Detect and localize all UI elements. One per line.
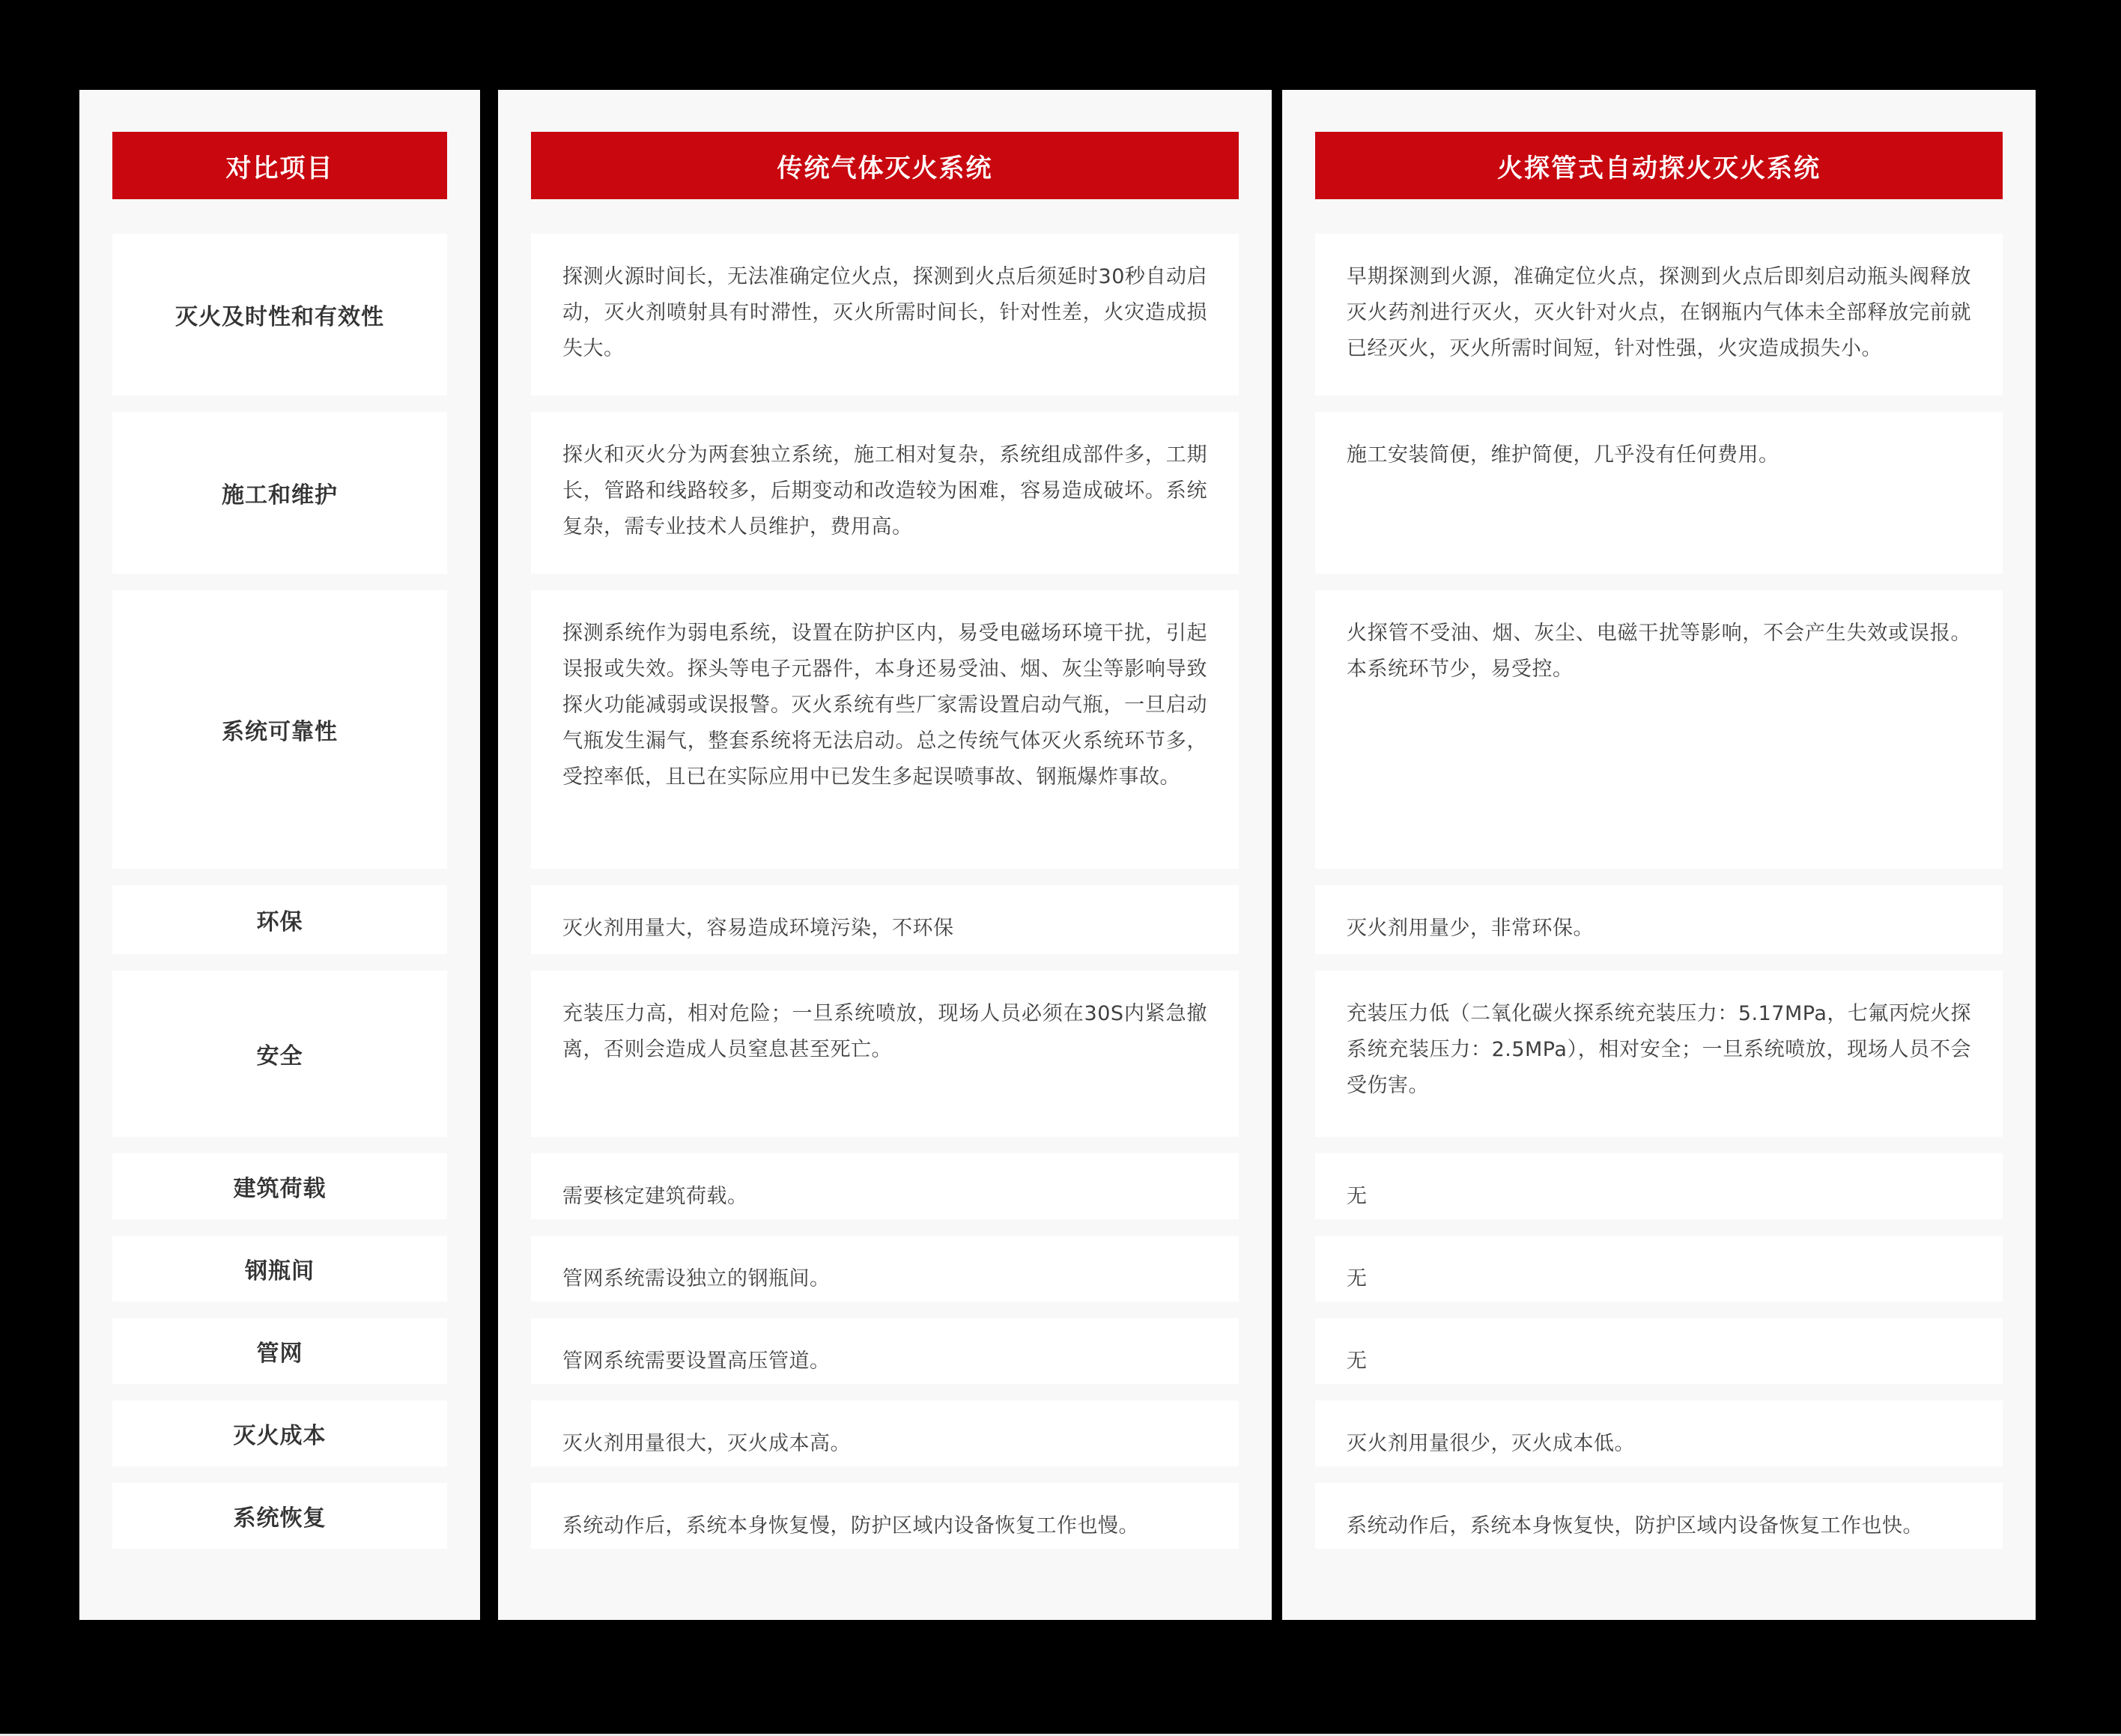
row-label-cell: 系统恢复 [112,1483,447,1549]
row-label-cell: 系统可靠性 [112,590,447,869]
column-header-items: 对比项目 [112,132,447,199]
row-content-cell: 无 [1315,1153,2003,1219]
row-content-cell: 灭火剂用量很少，灭火成本低。 [1315,1400,2003,1466]
row-content-cell: 灭火剂用量少，非常环保。 [1315,885,2003,954]
row-label-cell: 灭火成本 [112,1400,447,1466]
row-label-cell: 施工和维护 [112,412,447,574]
row-content-cell: 系统动作后，系统本身恢复慢，防护区域内设备恢复工作也慢。 [531,1483,1239,1549]
items-rows [112,234,447,1549]
row-label-cell: 管网 [112,1318,447,1384]
row-label-cell: 建筑荷载 [112,1153,447,1219]
row-content-cell: 灭火剂用量很大，灭火成本高。 [531,1400,1239,1466]
row-content-cell: 火探管不受油、烟、灰尘、电磁干扰等影响，不会产生失效或误报。本系统环节少，易受控。 [1315,590,2003,869]
traditional-system-panel [498,90,1272,1620]
row-label-cell: 环保 [112,885,447,954]
row-label-cell: 安全 [112,971,447,1137]
fire-tube-system-rows [1315,234,2003,1549]
row-content-cell: 施工安装简便，维护简便，几乎没有任何费用。 [1315,412,2003,574]
row-content-cell: 探火和灭火分为两套独立系统，施工相对复杂，系统组成部件多，工期长，管路和线路较多，后期变动和改造较为困难，容易造成破坏。系统复杂，需专业技术人员维护，费用高。 [531,412,1239,574]
row-content-cell: 无 [1315,1318,2003,1384]
fire-tube-system-panel [1282,90,2036,1620]
column-header-traditional-system: 传统气体灭火系统 [531,132,1239,199]
row-content-cell: 充装压力低（二氧化碳火探系统充装压力：5.17MPa，七氟丙烷火探系统充装压力：2.5MPa），相对安全；一旦系统喷放，现场人员不会受伤害。 [1315,971,2003,1137]
row-content-cell: 早期探测到火源，准确定位火点，探测到火点后即刻启动瓶头阀释放灭火药剂进行灭火，灭火针对火点，在钢瓶内气体未全部释放完前就已经灭火，灭火所需时间短，针对性强，火灾造成损失小。 [1315,234,2003,395]
row-content-cell: 管网系统需设独立的钢瓶间。 [531,1236,1239,1302]
row-content-cell: 充装压力高，相对危险；一旦系统喷放，现场人员必须在30S内紧急撤离，否则会造成人员窒息甚至死亡。 [531,971,1239,1137]
column-header-fire-tube-system: 火探管式自动探火灭火系统 [1315,132,2003,199]
row-content-cell: 管网系统需要设置高压管道。 [531,1318,1239,1384]
row-content-cell: 探测火源时间长，无法准确定位火点，探测到火点后须延时30秒自动启动，灭火剂喷射具有时滞性，灭火所需时间长，针对性差，火灾造成损失大。 [531,234,1239,395]
row-label-cell: 灭火及时性和有效性 [112,234,447,395]
row-content-cell: 系统动作后，系统本身恢复快，防护区域内设备恢复工作也快。 [1315,1483,2003,1549]
row-content-cell: 灭火剂用量大，容易造成环境污染，不环保 [531,885,1239,954]
comparison-items-panel [79,90,480,1620]
row-content-cell: 需要核定建筑荷载。 [531,1153,1239,1219]
row-content-cell: 探测系统作为弱电系统，设置在防护区内，易受电磁场环境干扰，引起误报或失效。探头等电子元器件，本身还易受油、烟、灰尘等影响导致探火功能减弱或误报警。灭火系统有些厂家需设置启动气瓶，一旦启动气瓶发生漏气，整套系统将无法启动。总之传统气体灭火系统环节多，受控率低，且已在实际应用中已发生多起误喷事故、钢瓶爆炸事故。 [531,590,1239,869]
traditional-system-rows [531,234,1239,1549]
row-label-cell: 钢瓶间 [112,1236,447,1302]
row-content-cell: 无 [1315,1236,2003,1302]
